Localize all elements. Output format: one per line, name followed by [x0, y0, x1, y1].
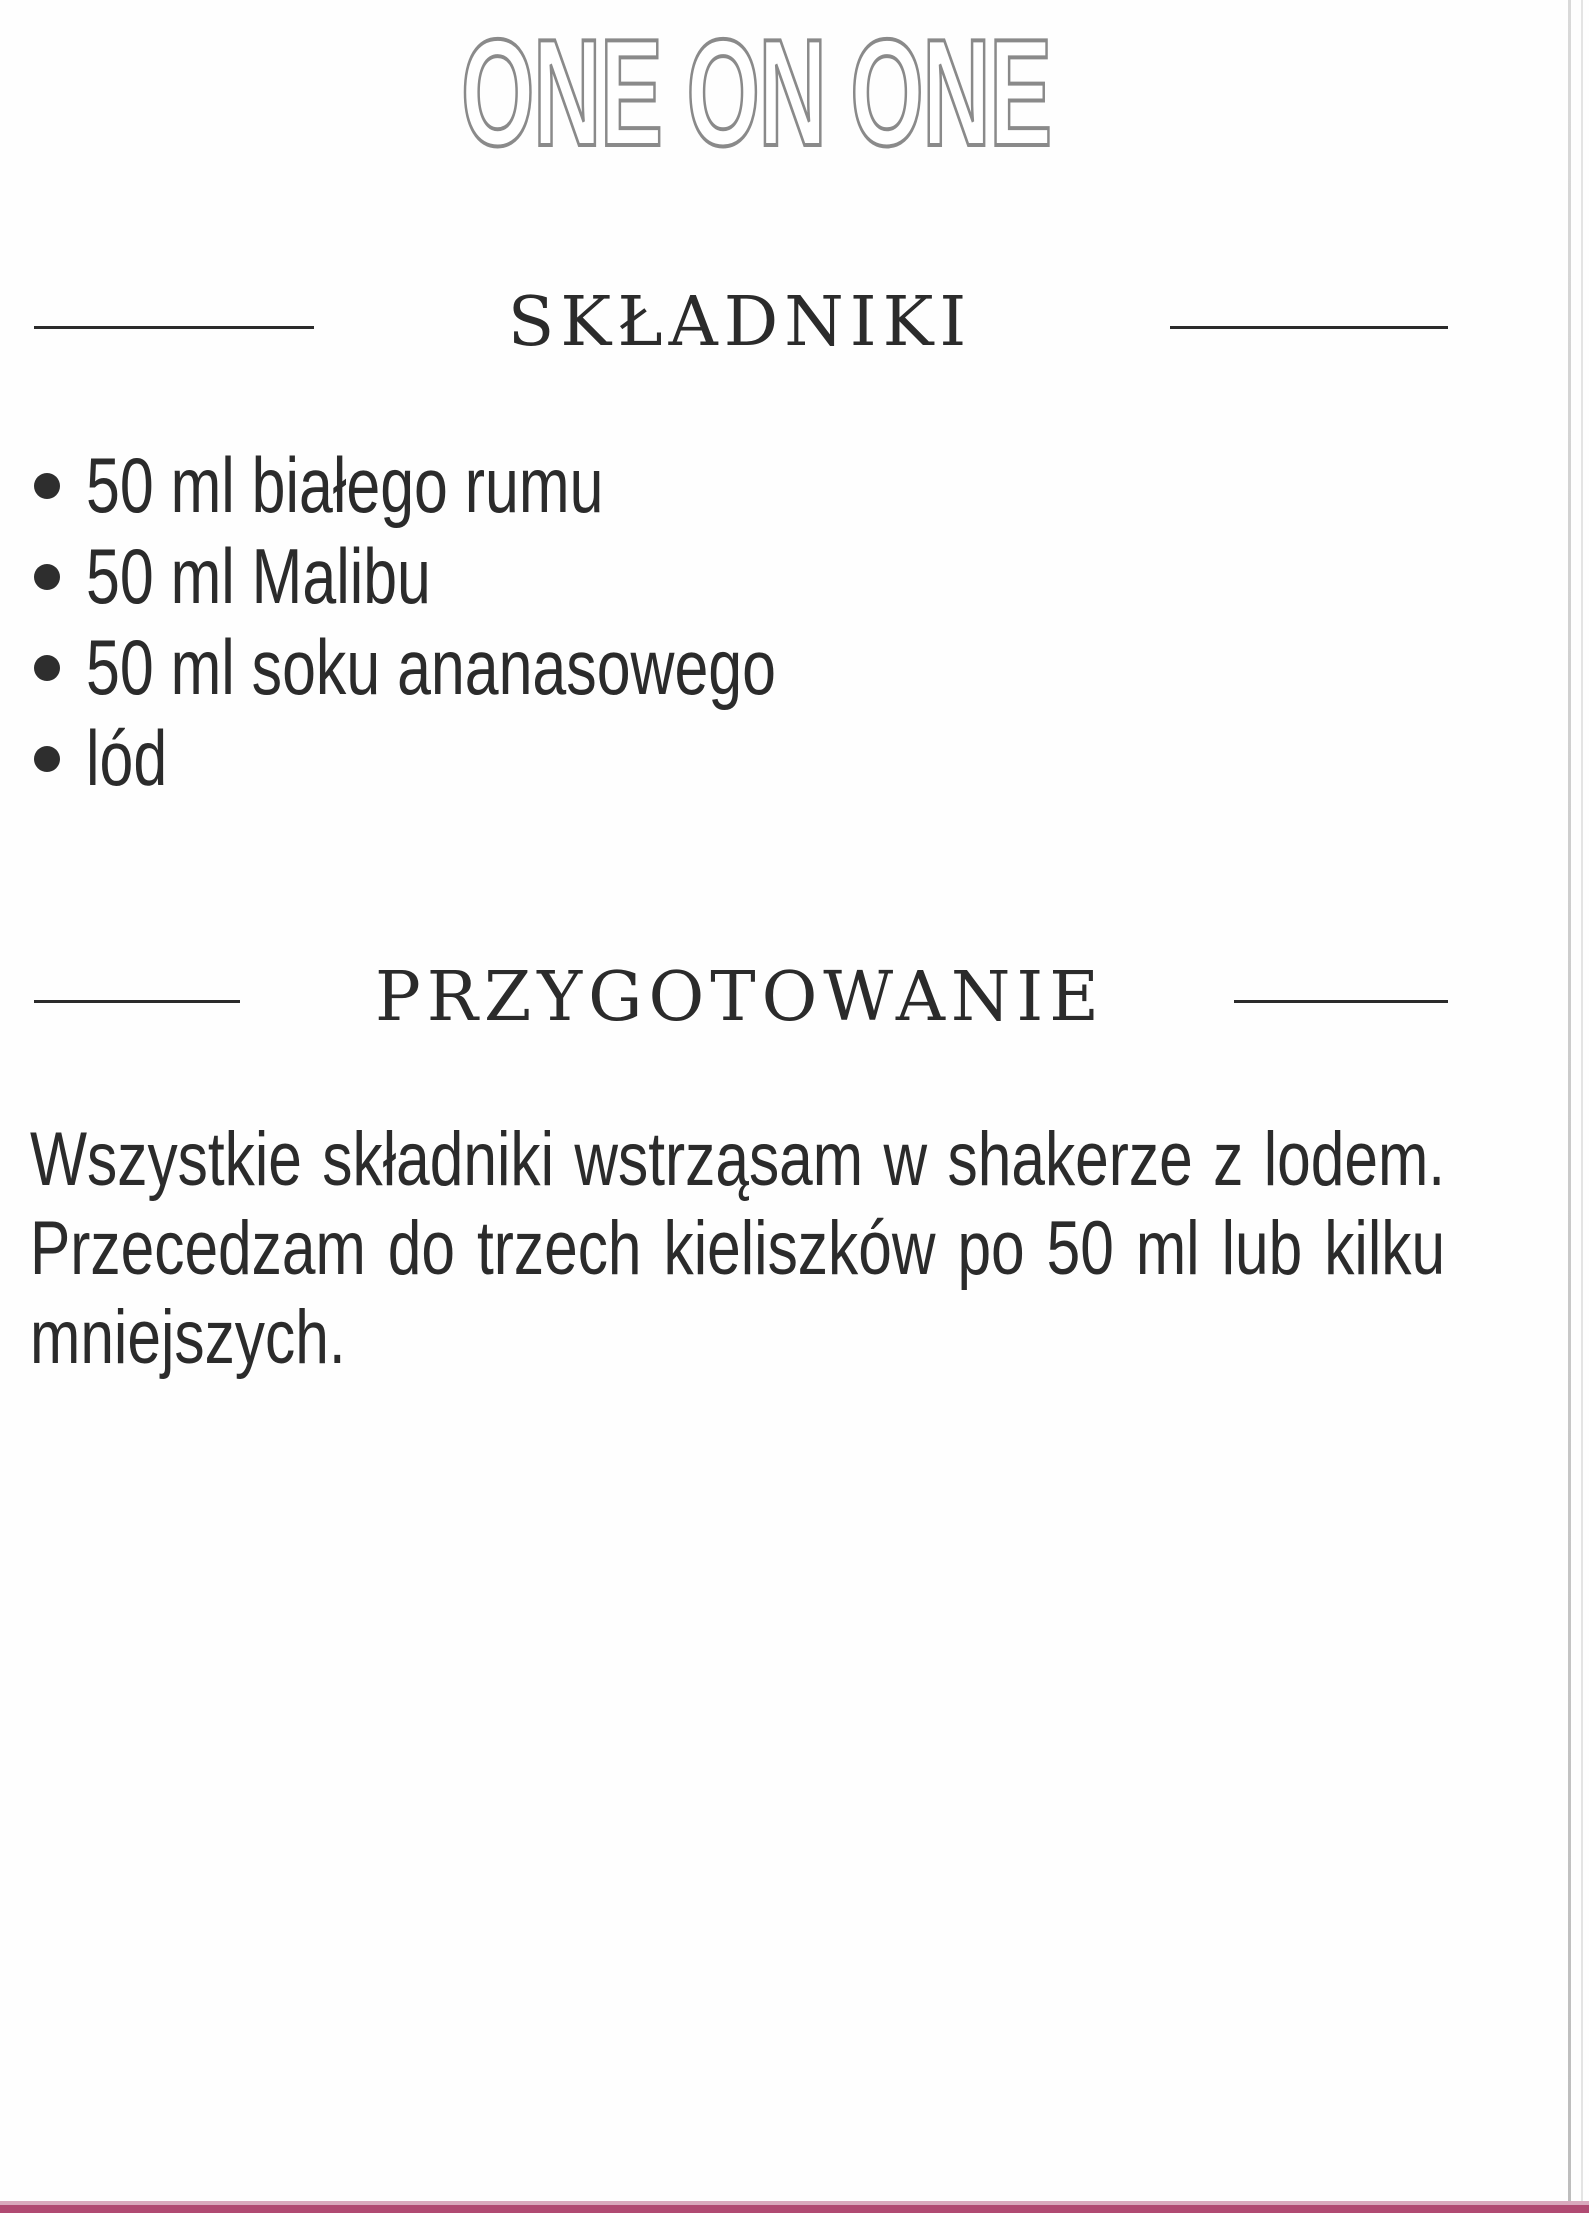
ingredients-heading: SKŁADNIKI: [507, 283, 973, 362]
card-edge-outer: [1581, 0, 1583, 2213]
ingredient-item: [34, 440, 971, 531]
heading-rule-right: [1170, 326, 1448, 329]
ingredients-list: [34, 440, 971, 804]
bullet-icon: [34, 655, 60, 681]
bullet-icon: [34, 564, 60, 590]
bullet-icon: [34, 746, 60, 772]
bullet-icon: [34, 473, 60, 499]
ingredient-text: 50 ml białego rumu: [86, 441, 604, 529]
ingredient-item: [34, 531, 971, 622]
bottom-accent-strip: [0, 2205, 1589, 2213]
ingredient-text: 50 ml soku ananasowego: [86, 623, 776, 711]
preparation-heading: PRZYGOTOWANIE: [375, 958, 1105, 1037]
card-edge: [1568, 0, 1571, 2213]
ingredient-item: [34, 622, 971, 713]
preparation-text: Wszystkie składniki wstrząsam w shakerze z lodem. Przecedzam do trzech kieliszków po 50 ml lub kilku mniejszych.: [30, 1117, 1446, 1380]
ingredient-text: 50 ml Malibu: [86, 532, 431, 620]
heading-rule-right: [1234, 1000, 1448, 1003]
ingredient-text: lód: [86, 714, 168, 802]
ingredient-item: [34, 713, 971, 804]
recipe-title: ONE ON ONE: [461, 8, 1051, 178]
